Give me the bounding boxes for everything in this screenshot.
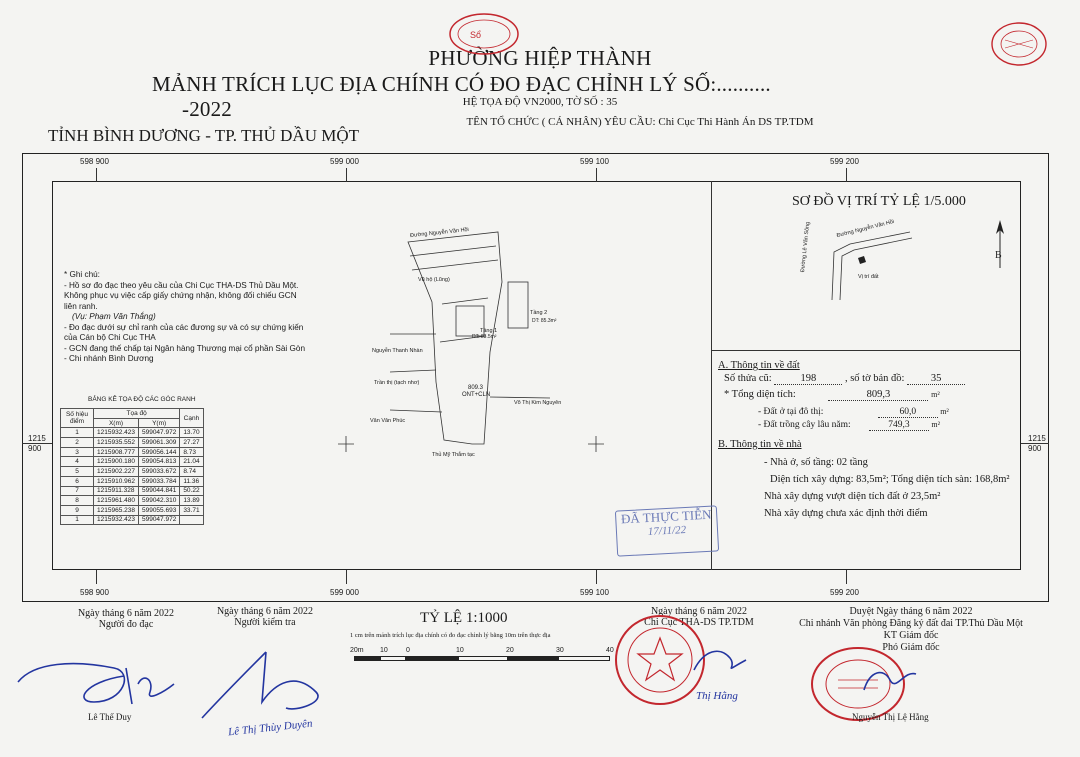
coord-table-row — [61, 467, 204, 477]
surveyor-name: Lê Thế Duy — [88, 712, 132, 722]
notes-heading: * Ghi chú: — [64, 270, 100, 279]
perennial-area-value: 749,3 — [869, 420, 929, 431]
scale-bar — [350, 647, 630, 667]
parcel-code: ONT+CLN — [462, 392, 491, 398]
coord-cell-no: 5 — [61, 467, 94, 477]
coord-cell-no: 9 — [61, 505, 94, 515]
area-unit: m² — [940, 407, 949, 416]
perennial-area-row — [718, 420, 1018, 431]
grid-tick-top-2: 599 000 — [330, 157, 359, 166]
coord-table-row — [61, 428, 204, 438]
old-parcel-value: 198 — [774, 373, 842, 385]
side-label-right-bottom: 900 — [1028, 444, 1042, 453]
coord-cell-x: 1215965.238 — [94, 505, 139, 515]
total-area-value: 809,3 — [828, 389, 928, 401]
scale-tick: 20m — [350, 647, 364, 654]
grid-tick-bottom-4: 599 200 — [830, 588, 859, 597]
coord-table-row — [61, 496, 204, 506]
checker-block — [200, 606, 330, 628]
province-title: TỈNH BÌNH DƯƠNG - TP. THỦ DẦU MỘT — [48, 126, 359, 145]
coord-table-row — [61, 505, 204, 515]
house-line: Nhà xây dựng vượt diện tích đất ở 23,5m² — [764, 491, 941, 502]
road-line — [832, 232, 912, 300]
scale-tick: 20 — [506, 647, 514, 654]
coord-table-row — [61, 486, 204, 496]
area-unit: m² — [931, 420, 940, 429]
notes-line: liên ranh. — [64, 301, 98, 311]
area-unit: m² — [931, 390, 940, 399]
tha-signature — [690, 640, 750, 680]
notes-line: của Cán bộ Chi Cục THA — [64, 333, 156, 342]
coord-cell-y: 599061.309 — [138, 438, 179, 448]
coord-table-row — [61, 515, 204, 525]
grid-line — [596, 168, 597, 182]
surveyor-date: Ngày tháng 6 năm 2022 — [77, 608, 175, 619]
side-label-left-top: 1215 — [28, 434, 46, 443]
map-label: Văn Văn Phúc — [370, 418, 406, 424]
side-label-right-top: 1215 — [1028, 434, 1046, 443]
ward-title: PHƯỜNG HIỆP THÀNH — [428, 46, 652, 70]
coord-header-x: X(m) — [94, 418, 139, 428]
scale-tick: 30 — [556, 647, 564, 654]
surveyor-role: Người đo đạc — [98, 619, 154, 630]
notes-line: - Chi nhánh Bình Dương — [64, 354, 154, 363]
grid-tick-top-4: 599 200 — [830, 157, 859, 166]
svg-text:Sổ: Sổ — [470, 30, 482, 40]
coord-cell-edge: 21.04 — [180, 457, 203, 467]
map-label: Vũ hộ (Lũng) — [418, 277, 450, 283]
coord-cell-x: 1215902.227 — [94, 467, 139, 477]
coord-cell-no: 2 — [61, 438, 94, 448]
north-arrow-icon — [990, 220, 1010, 270]
coord-cell-y: 599054.813 — [138, 457, 179, 467]
map-label: Tầng 1 — [480, 328, 498, 334]
house-info — [718, 454, 1018, 522]
land-section-a: A. Thông tin về đất — [718, 360, 800, 371]
coord-header-edge: Cạnh — [180, 409, 203, 428]
coord-cell-x: 1215932.423 — [94, 428, 139, 438]
house-line: - Nhà ở, số tầng: 02 tầng — [764, 457, 868, 468]
land-parcel-row — [718, 373, 1018, 385]
coord-table-title: BẢNG KÊ TỌA ĐỘ CÁC GÓC RANH — [88, 396, 196, 403]
coord-cell-no: 7 — [61, 486, 94, 496]
coord-cell-x: 1215932.423 — [94, 515, 139, 525]
coord-cell-y: 599056.144 — [138, 447, 179, 457]
top-stamp-seal — [448, 10, 520, 58]
corner-stamp-seal — [990, 20, 1048, 68]
office-signature — [860, 660, 920, 700]
grid-tick-bottom-2: 599 000 — [330, 588, 359, 597]
coord-table — [60, 408, 204, 525]
coord-cell-edge: 8.74 — [180, 467, 203, 477]
coord-cell-x: 1215935.552 — [94, 438, 139, 448]
coord-cell-no: 8 — [61, 496, 94, 506]
map-label: Nguyễn Thanh Nhàn — [372, 348, 423, 354]
coord-header-y: Y(m) — [138, 418, 179, 428]
coord-cell-y: 599044.841 — [138, 486, 179, 496]
grid-line — [596, 570, 597, 584]
location-road-label: Đường Lê Văn Sông — [800, 221, 812, 273]
coord-cell-x: 1215900.180 — [94, 457, 139, 467]
location-marker-icon — [858, 256, 866, 264]
grid-line — [846, 570, 847, 584]
map-label: Võ Thị Kim Nguyên — [514, 400, 562, 406]
verification-stamp-text: ĐÃ THỰC TIỄN — [620, 506, 712, 527]
tha-date: Ngày tháng 6 năm 2022 — [650, 606, 748, 617]
coord-cell-edge: 33.71 — [180, 505, 203, 515]
scale-tick: 10 — [380, 647, 388, 654]
notes-case: (Vụ: Phạm Văn Thắng) — [72, 312, 156, 321]
notes-line: - Đo đạc dưới sự chỉ ranh của các đương sự và có sự chứng kiến — [64, 322, 304, 332]
sheet-label: , số tờ bản đồ: — [844, 373, 905, 384]
verification-stamp — [615, 505, 719, 556]
office-role-3: Phó Giám đốc — [882, 642, 940, 653]
grid-line — [346, 168, 347, 182]
office-role-2: KT Giám đốc — [883, 630, 939, 641]
coord-cell-edge: 27.27 — [180, 438, 203, 448]
coord-cell-y: 599047.972 — [138, 428, 179, 438]
coord-header-no: Số hiệu điểm — [61, 409, 94, 428]
coord-cell-no: 3 — [61, 447, 94, 457]
coord-cell-y: 599047.972 — [138, 515, 179, 525]
document-year: -2022 — [182, 97, 232, 121]
coord-cell-x: 1215961.480 — [94, 496, 139, 506]
checker-role: Người kiểm tra — [234, 617, 296, 628]
tha-name: Thị Hằng — [696, 690, 738, 702]
coord-cell-no: 6 — [61, 476, 94, 486]
location-map-title: SƠ ĐỒ VỊ TRÍ TỶ LỆ 1/5.000 — [792, 194, 966, 209]
coord-cell-no: 1 — [61, 515, 94, 525]
scale-note: 1 cm trên mảnh trích lục địa chính có đo đạc chỉnh lý bằng 10m trên thực địa — [350, 632, 551, 639]
scale-tick: 40 — [606, 647, 614, 654]
document-title-text: MẢNH TRÍCH LỤC ĐỊA CHÍNH CÓ ĐO ĐẠC CHỈNH LÝ SỐ:.......... — [152, 72, 771, 96]
panel-divider — [711, 350, 1021, 351]
parcel-area: DT: 83.5m² — [472, 334, 497, 340]
grid-tick-top-3: 599 100 — [580, 157, 609, 166]
grid-cross-icon — [338, 436, 354, 452]
scale-bar-graphic — [354, 656, 610, 661]
coord-cell-y: 599042.310 — [138, 496, 179, 506]
checker-signature — [196, 632, 336, 722]
scale-tick: 0 — [406, 647, 410, 654]
map-road-label: Đường Nguyễn Văn Hồi — [409, 226, 470, 240]
grid-line — [96, 168, 97, 182]
notes-line: - GCN đang thế chấp tại Ngân hàng Thương mại cổ phần Sài Gòn — [64, 343, 306, 353]
coord-cell-edge: 11.36 — [180, 476, 203, 486]
office-role: Chi nhánh Văn phòng Đăng ký đất đai TP.Thủ Dầu Một — [799, 618, 1023, 629]
grid-tick-bottom-1: 598 900 — [80, 588, 109, 597]
urban-area-label: - Đất ở tại đô thị: — [758, 407, 824, 417]
grid-line — [96, 570, 97, 584]
perennial-area-label: - Đất trồng cây lâu năm: — [758, 420, 851, 430]
office-name: Nguyễn Thị Lệ Hằng — [852, 712, 929, 722]
coord-cell-x: 1215908.777 — [94, 447, 139, 457]
map-label: Thủ Mỹ Thắm tạc — [432, 452, 475, 458]
land-info — [718, 360, 1018, 522]
land-section-b: B. Thông tin về nhà — [718, 439, 802, 450]
checker-date: Ngày tháng 6 năm 2022 — [216, 606, 314, 617]
grid-line — [846, 168, 847, 182]
parcel-area: DT: 85.3m² — [532, 318, 557, 324]
notes-line: - Hồ sơ đo đạc theo yêu cầu của Chi Cục THA-DS Thủ Dầu Một. — [64, 280, 299, 290]
cadastral-map — [380, 222, 560, 462]
house-line: Nhà xây dựng chưa xác định thời điểm — [764, 508, 928, 519]
coord-header-coord: Tọa độ — [94, 409, 180, 419]
total-area-row — [718, 389, 1018, 401]
location-road-label: Đường Nguyễn Văn Hồi — [836, 218, 895, 240]
coord-cell-no: 1 — [61, 428, 94, 438]
coord-cell-x: 1215910.962 — [94, 476, 139, 486]
coord-table-row — [61, 476, 204, 486]
checker-name: Lê Thị Thùy Duyên — [227, 717, 314, 739]
surveyor-block — [56, 608, 196, 630]
coord-cell-edge: 13.89 — [180, 496, 203, 506]
scale-tick: 10 — [456, 647, 464, 654]
house-line: Diện tích xây dựng: 83,5m²; Tổng diện tích sàn: 168,8m² — [770, 474, 1010, 485]
location-map — [810, 222, 920, 302]
coord-cell-edge — [180, 515, 203, 525]
grid-line — [346, 570, 347, 584]
sheet-value: 35 — [907, 373, 965, 385]
coord-table-row — [61, 447, 204, 457]
coord-cell-y: 599055.693 — [138, 505, 179, 515]
coord-system: HỆ TỌA ĐỘ VN2000, TỜ SỐ : 35 — [462, 96, 618, 108]
map-label: Tầng 2 — [530, 310, 548, 316]
office-date: Duyệt Ngày tháng 6 năm 2022 — [849, 606, 973, 617]
coord-cell-edge: 13.70 — [180, 428, 203, 438]
old-parcel-label: Số thửa cũ: — [724, 373, 772, 384]
notes-block — [64, 270, 354, 365]
grid-line — [22, 443, 52, 444]
grid-tick-bottom-3: 599 100 — [580, 588, 609, 597]
urban-area-row — [718, 407, 1018, 418]
tha-role: Chi Cục THA-DS TP.TDM — [644, 617, 754, 628]
svg-text:B: B — [995, 250, 1002, 261]
total-area-label: * Tổng diện tích: — [724, 389, 796, 400]
scale-title: TỶ LỆ 1:1000 — [420, 610, 508, 626]
coord-cell-x: 1215911.328 — [94, 486, 139, 496]
coord-cell-edge: 8.73 — [180, 447, 203, 457]
coord-cell-edge: 50.22 — [180, 486, 203, 496]
grid-line — [1021, 443, 1049, 444]
surveyor-signature — [14, 632, 184, 712]
coord-cell-no: 4 — [61, 457, 94, 467]
side-label-right — [1028, 434, 1046, 454]
verification-stamp-date: 17/11/22 — [647, 524, 687, 538]
map-label: Trần thị (tạch nhơ) — [374, 380, 420, 386]
urban-area-value: 60,0 — [878, 407, 938, 418]
parcel-number: 809.3 — [468, 385, 484, 391]
grid-tick-top-1: 598 900 — [80, 157, 109, 166]
side-label-left-bottom: 900 — [28, 444, 42, 453]
coord-table-row — [61, 438, 204, 448]
requester: TÊN TỔ CHỨC ( CÁ NHÂN) YÊU CẦU: Chi Cục Thi Hành Án DS TP.TDM — [466, 116, 814, 128]
grid-cross-icon — [588, 436, 604, 452]
location-parcel-label: Vị trí đất — [858, 274, 879, 280]
house-footprint — [508, 282, 528, 328]
notes-line: Không phục vụ việc cấp giấy chứng nhận, không đối chiếu GCN — [64, 291, 297, 300]
coord-table-body — [61, 428, 204, 525]
side-label-left — [28, 434, 46, 454]
coord-table-row — [61, 457, 204, 467]
coord-cell-y: 599033.784 — [138, 476, 179, 486]
coord-cell-y: 599033.672 — [138, 467, 179, 477]
